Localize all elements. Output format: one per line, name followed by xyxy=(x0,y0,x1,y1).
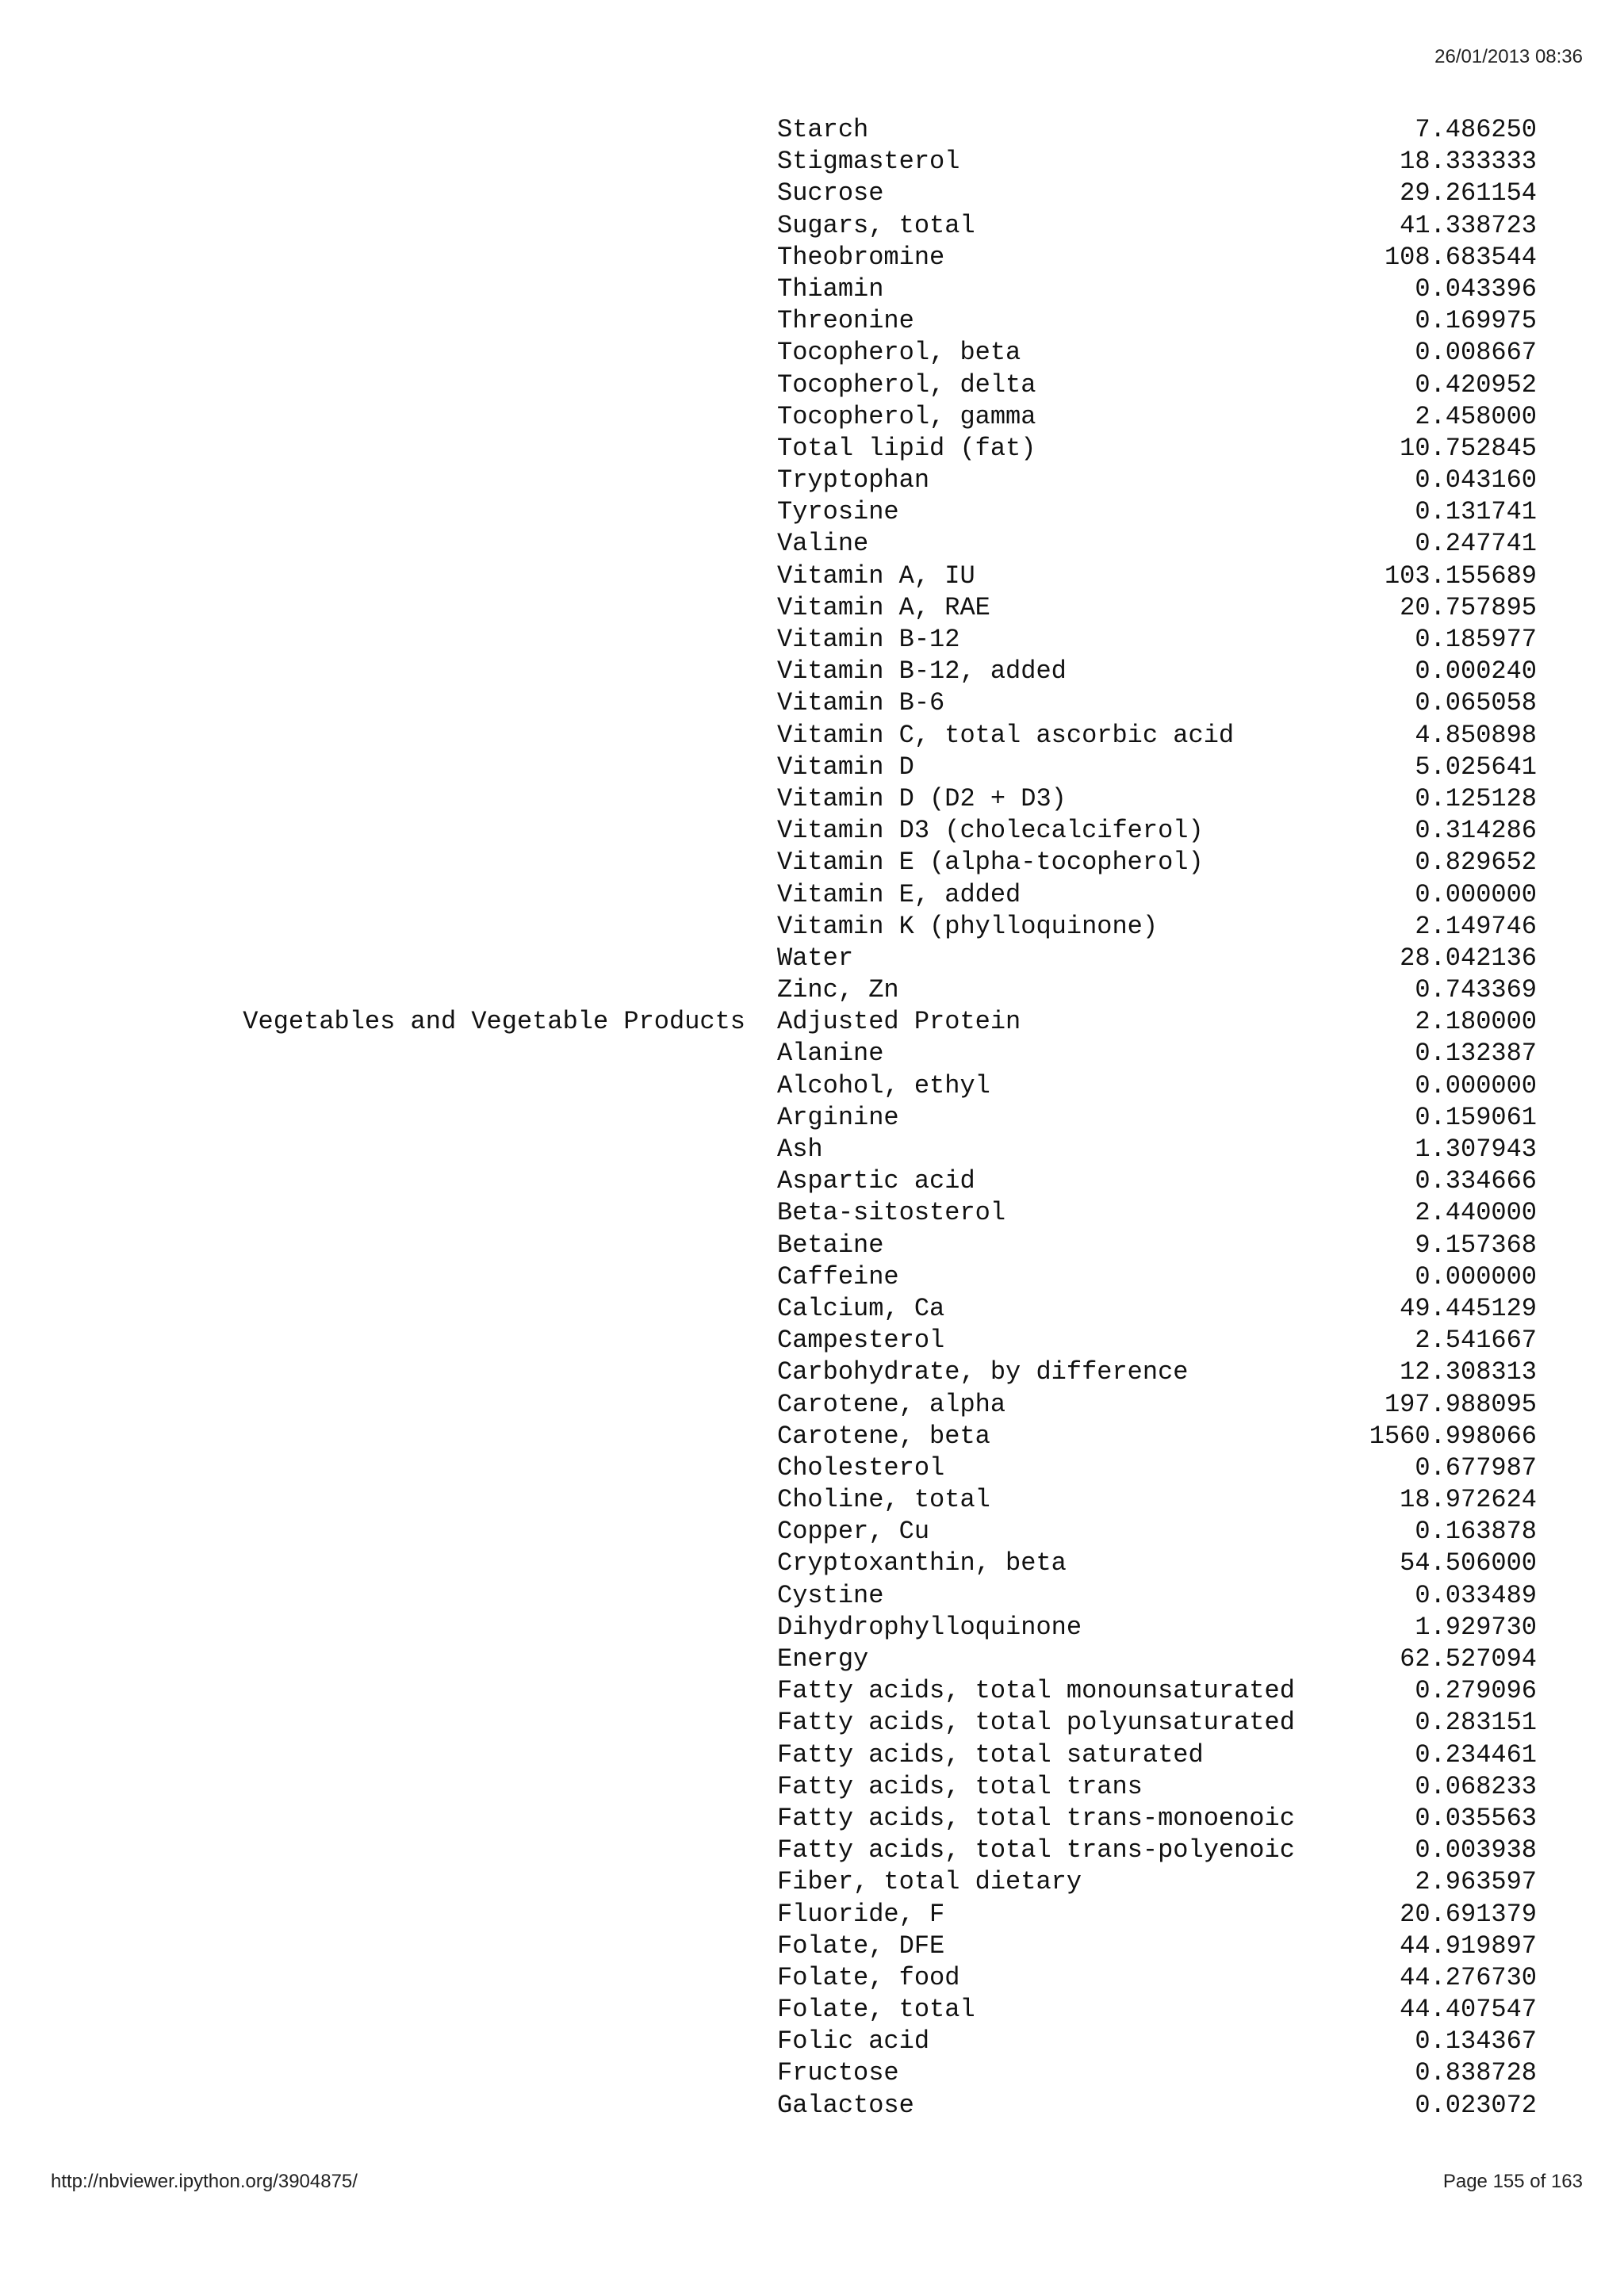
nutrient-value-cell: 0.677987 xyxy=(1415,1452,1537,1483)
nutrient-value-cell: 20.757895 xyxy=(1400,592,1537,622)
nutrient-value-cell: 0.159061 xyxy=(1415,1102,1537,1132)
nutrient-name-cell: Fatty acids, total trans xyxy=(777,1771,1143,1801)
nutrient-name-cell: Folic acid xyxy=(777,2026,930,2057)
table-row xyxy=(0,242,1624,274)
nutrient-name-cell: Fluoride, F xyxy=(777,1899,945,1929)
print-timestamp: 26/01/2013 08:36 xyxy=(1434,46,1583,67)
nutrient-name-cell: Dihydrophylloquinone xyxy=(777,1612,1082,1642)
nutrient-name-cell: Ash xyxy=(777,1135,823,1164)
nutrient-name-cell: Total lipid (fat) xyxy=(777,433,1036,463)
nutrient-value-cell: 1560.998066 xyxy=(1369,1421,1537,1451)
table-row xyxy=(0,274,1624,305)
nutrient-value-cell: 0.131741 xyxy=(1415,497,1537,527)
nutrient-value-cell: 2.458000 xyxy=(1415,401,1537,431)
nutrient-name-cell: Threonine xyxy=(777,306,914,336)
nutrient-name-cell: Fatty acids, total trans-polyenoic xyxy=(777,1835,1295,1866)
nutrient-value-cell: 20.691379 xyxy=(1400,1899,1537,1929)
table-row xyxy=(0,624,1624,656)
nutrient-value-cell: 0.068233 xyxy=(1415,1771,1537,1801)
nutrient-name-cell: Betaine xyxy=(777,1230,884,1260)
table-row xyxy=(0,943,1624,974)
table-row xyxy=(0,1261,1624,1293)
footer-url: http://nbviewer.ipython.org/3904875/ xyxy=(51,2171,358,2192)
table-row xyxy=(0,401,1624,433)
nutrient-name-cell: Vitamin A, RAE xyxy=(777,592,990,622)
nutrient-value-cell: 0.185977 xyxy=(1415,625,1537,654)
nutrient-name-cell: Stigmasterol xyxy=(777,147,960,177)
nutrient-value-cell: 0.132387 xyxy=(1415,1039,1537,1069)
nutrient-value-cell: 44.276730 xyxy=(1400,1962,1537,1992)
nutrient-name-cell: Alanine xyxy=(777,1039,884,1069)
table-row xyxy=(0,1962,1624,1994)
nutrient-name-cell: Sugars, total xyxy=(777,210,975,240)
table-row xyxy=(0,114,1624,146)
nutrient-value-cell: 41.338723 xyxy=(1400,210,1537,240)
nutrient-name-cell: Caffeine xyxy=(777,1261,899,1292)
table-row xyxy=(0,1102,1624,1134)
table-row xyxy=(0,1675,1624,1707)
nutrient-name-cell: Copper, Cu xyxy=(777,1517,930,1547)
nutrient-name-cell: Adjusted Protein xyxy=(777,1007,1021,1037)
table-row xyxy=(0,1899,1624,1931)
nutrient-name-cell: Fatty acids, total saturated xyxy=(777,1739,1204,1770)
page-number: Page 155 of 163 xyxy=(1442,2171,1583,2192)
nutrient-value-cell: 0.169975 xyxy=(1415,306,1537,336)
nutrient-value-cell: 108.683544 xyxy=(1384,242,1537,272)
nutrient-value-cell: 0.000000 xyxy=(1415,1070,1537,1100)
nutrient-value-cell: 12.308313 xyxy=(1400,1357,1537,1387)
table-row xyxy=(0,783,1624,815)
table-row xyxy=(0,369,1624,401)
nutrient-value-cell: 0.829652 xyxy=(1415,848,1537,878)
nutrient-value-cell: 0.838728 xyxy=(1415,2058,1537,2088)
table-row xyxy=(0,2026,1624,2057)
table-row xyxy=(0,974,1624,1006)
food-group-cell: Vegetables and Vegetable Products xyxy=(243,1007,745,1037)
nutrient-value-cell: 0.247741 xyxy=(1415,529,1537,559)
table-row xyxy=(0,433,1624,465)
table-row xyxy=(0,1070,1624,1102)
nutrient-value-cell: 29.261154 xyxy=(1400,178,1537,209)
table-row xyxy=(0,1038,1624,1070)
nutrient-name-cell: Valine xyxy=(777,529,869,559)
nutrient-value-cell: 0.283151 xyxy=(1415,1708,1537,1738)
table-row xyxy=(0,1707,1624,1739)
table-row xyxy=(0,1803,1624,1835)
table-row xyxy=(0,720,1624,752)
table-row xyxy=(0,528,1624,560)
table-row xyxy=(0,2090,1624,2122)
nutrient-name-cell: Vitamin A, IU xyxy=(777,561,975,591)
nutrient-value-cell: 0.125128 xyxy=(1415,783,1537,813)
nutrient-value-cell: 0.043160 xyxy=(1415,465,1537,496)
nutrient-name-cell: Starch xyxy=(777,115,869,144)
nutrient-name-cell: Tyrosine xyxy=(777,497,899,527)
table-row xyxy=(0,687,1624,719)
nutrient-value-cell: 9.157368 xyxy=(1415,1230,1537,1260)
nutrient-name-cell: Tocopherol, delta xyxy=(777,369,1036,400)
nutrient-value-cell: 0.033489 xyxy=(1415,1580,1537,1610)
table-row xyxy=(0,1197,1624,1229)
nutrient-name-cell: Vitamin D3 (cholecalciferol) xyxy=(777,816,1204,846)
nutrient-value-cell: 0.134367 xyxy=(1415,2026,1537,2057)
table-row xyxy=(0,305,1624,337)
nutrient-name-cell: Carotene, alpha xyxy=(777,1389,1006,1419)
nutrient-value-cell: 0.234461 xyxy=(1415,1739,1537,1770)
table-row xyxy=(0,879,1624,911)
nutrient-name-cell: Calcium, Ca xyxy=(777,1293,945,1323)
nutrient-value-cell: 62.527094 xyxy=(1400,1644,1537,1674)
table-row xyxy=(0,1580,1624,1612)
nutrient-name-cell: Fatty acids, total polyunsaturated xyxy=(777,1708,1295,1738)
nutrient-name-cell: Choline, total xyxy=(777,1485,990,1515)
table-row xyxy=(0,1644,1624,1675)
nutrient-name-cell: Fatty acids, total monounsaturated xyxy=(777,1676,1295,1706)
nutrient-name-cell: Folate, food xyxy=(777,1962,960,1992)
table-row xyxy=(0,1452,1624,1484)
nutrient-name-cell: Alcohol, ethyl xyxy=(777,1070,990,1100)
table-row xyxy=(0,1516,1624,1548)
nutrient-name-cell: Vitamin E (alpha-tocopherol) xyxy=(777,848,1204,878)
nutrient-name-cell: Arginine xyxy=(777,1102,899,1132)
nutrient-value-cell: 197.988095 xyxy=(1384,1389,1537,1419)
table-row xyxy=(0,1325,1624,1357)
nutrient-value-cell: 0.743369 xyxy=(1415,975,1537,1005)
nutrient-value-cell: 0.023072 xyxy=(1415,2090,1537,2120)
table-row xyxy=(0,1230,1624,1261)
nutrient-name-cell: Energy xyxy=(777,1644,869,1674)
nutrient-value-cell: 0.000000 xyxy=(1415,879,1537,909)
table-row xyxy=(0,1931,1624,1962)
nutrient-name-cell: Thiamin xyxy=(777,274,884,304)
nutrient-name-cell: Cryptoxanthin, beta xyxy=(777,1548,1067,1578)
table-row xyxy=(0,1134,1624,1165)
table-row xyxy=(0,1484,1624,1516)
nutrient-value-cell: 0.035563 xyxy=(1415,1803,1537,1833)
nutrient-name-cell: Fiber, total dietary xyxy=(777,1867,1082,1897)
nutrient-name-cell: Vitamin D (D2 + D3) xyxy=(777,783,1067,813)
nutrient-value-cell: 18.972624 xyxy=(1400,1485,1537,1515)
nutrient-value-cell: 1.929730 xyxy=(1415,1612,1537,1642)
table-row xyxy=(0,1421,1624,1452)
nutrient-value-cell: 44.407547 xyxy=(1400,1995,1537,2025)
nutrient-name-cell: Cystine xyxy=(777,1580,884,1610)
nutrient-name-cell: Vitamin B-12 xyxy=(777,625,960,654)
nutrient-name-cell: Vitamin K (phylloquinone) xyxy=(777,911,1159,941)
nutrient-value-cell: 0.314286 xyxy=(1415,816,1537,846)
table-row xyxy=(0,1293,1624,1325)
table-row xyxy=(0,1389,1624,1421)
nutrient-value-cell: 0.008667 xyxy=(1415,338,1537,368)
nutrient-value-cell: 103.155689 xyxy=(1384,561,1537,591)
nutrient-name-cell: Carbohydrate, by difference xyxy=(777,1357,1189,1387)
nutrient-name-cell: Folate, total xyxy=(777,1995,975,2025)
nutrient-name-cell: Water xyxy=(777,943,854,973)
nutrient-name-cell: Beta-sitosterol xyxy=(777,1198,1006,1228)
nutrient-value-cell: 0.065058 xyxy=(1415,688,1537,718)
table-row xyxy=(0,1771,1624,1803)
table-row xyxy=(0,465,1624,496)
table-row xyxy=(0,561,1624,592)
nutrient-value-cell: 44.919897 xyxy=(1400,1931,1537,1961)
nutrient-value-cell: 0.043396 xyxy=(1415,274,1537,304)
nutrient-value-cell: 5.025641 xyxy=(1415,752,1537,782)
table-row xyxy=(0,1165,1624,1197)
nutrient-name-cell: Zinc, Zn xyxy=(777,975,899,1005)
table-row xyxy=(0,847,1624,878)
table-row xyxy=(0,1548,1624,1579)
nutrient-name-cell: Campesterol xyxy=(777,1326,945,1356)
nutrient-name-cell: Vitamin D xyxy=(777,752,914,782)
nutrient-name-cell: Tocopherol, beta xyxy=(777,338,1021,368)
table-row xyxy=(0,178,1624,209)
nutrient-name-cell: Vitamin E, added xyxy=(777,879,1021,909)
nutrient-name-cell: Vitamin B-6 xyxy=(777,688,945,718)
table-row xyxy=(0,146,1624,178)
nutrient-value-cell: 0.003938 xyxy=(1415,1835,1537,1866)
nutrient-value-cell: 0.420952 xyxy=(1415,369,1537,400)
nutrient-name-cell: Sucrose xyxy=(777,178,884,209)
table-row xyxy=(0,815,1624,847)
nutrient-name-cell: Aspartic acid xyxy=(777,1166,975,1196)
nutrient-name-cell: Tryptophan xyxy=(777,465,930,496)
nutrient-name-cell: Vitamin C, total ascorbic acid xyxy=(777,720,1235,750)
nutrient-value-cell: 2.440000 xyxy=(1415,1198,1537,1228)
table-row xyxy=(0,592,1624,624)
nutrient-name-cell: Fructose xyxy=(777,2058,899,2088)
nutrient-value-cell: 49.445129 xyxy=(1400,1293,1537,1323)
nutrient-value-cell: 7.486250 xyxy=(1415,115,1537,144)
nutrient-name-cell: Vitamin B-12, added xyxy=(777,656,1067,687)
table-row xyxy=(0,2057,1624,2089)
nutrient-value-cell: 1.307943 xyxy=(1415,1135,1537,1164)
nutrient-value-cell: 28.042136 xyxy=(1400,943,1537,973)
nutrient-value-cell: 2.180000 xyxy=(1415,1007,1537,1037)
table-row xyxy=(0,1835,1624,1866)
table-row xyxy=(0,1357,1624,1388)
nutrient-value-cell: 2.963597 xyxy=(1415,1867,1537,1897)
nutrient-value-cell: 0.000240 xyxy=(1415,656,1537,687)
nutrient-name-cell: Folate, DFE xyxy=(777,1931,945,1961)
nutrient-name-cell: Fatty acids, total trans-monoenoic xyxy=(777,1803,1295,1833)
table-row xyxy=(0,1866,1624,1898)
table-row xyxy=(0,1006,1624,1038)
table-row xyxy=(0,911,1624,943)
nutrient-name-cell: Theobromine xyxy=(777,242,945,272)
nutrient-value-cell: 0.000000 xyxy=(1415,1261,1537,1292)
nutrient-value-cell: 0.279096 xyxy=(1415,1676,1537,1706)
nutrient-value-cell: 10.752845 xyxy=(1400,433,1537,463)
nutrient-table xyxy=(0,114,1624,2122)
table-row xyxy=(0,210,1624,242)
table-row xyxy=(0,337,1624,369)
nutrient-value-cell: 0.334666 xyxy=(1415,1166,1537,1196)
table-row xyxy=(0,752,1624,783)
nutrient-name-cell: Carotene, beta xyxy=(777,1421,990,1451)
nutrient-value-cell: 2.149746 xyxy=(1415,911,1537,941)
nutrient-name-cell: Cholesterol xyxy=(777,1452,945,1483)
table-row xyxy=(0,496,1624,528)
table-row xyxy=(0,1994,1624,2026)
nutrient-value-cell: 0.163878 xyxy=(1415,1517,1537,1547)
nutrient-name-cell: Tocopherol, gamma xyxy=(777,401,1036,431)
nutrient-value-cell: 54.506000 xyxy=(1400,1548,1537,1578)
nutrient-name-cell: Galactose xyxy=(777,2090,914,2120)
table-row xyxy=(0,1612,1624,1644)
nutrient-value-cell: 4.850898 xyxy=(1415,720,1537,750)
nutrient-value-cell: 18.333333 xyxy=(1400,147,1537,177)
table-row xyxy=(0,1739,1624,1771)
nutrient-value-cell: 2.541667 xyxy=(1415,1326,1537,1356)
table-row xyxy=(0,656,1624,687)
